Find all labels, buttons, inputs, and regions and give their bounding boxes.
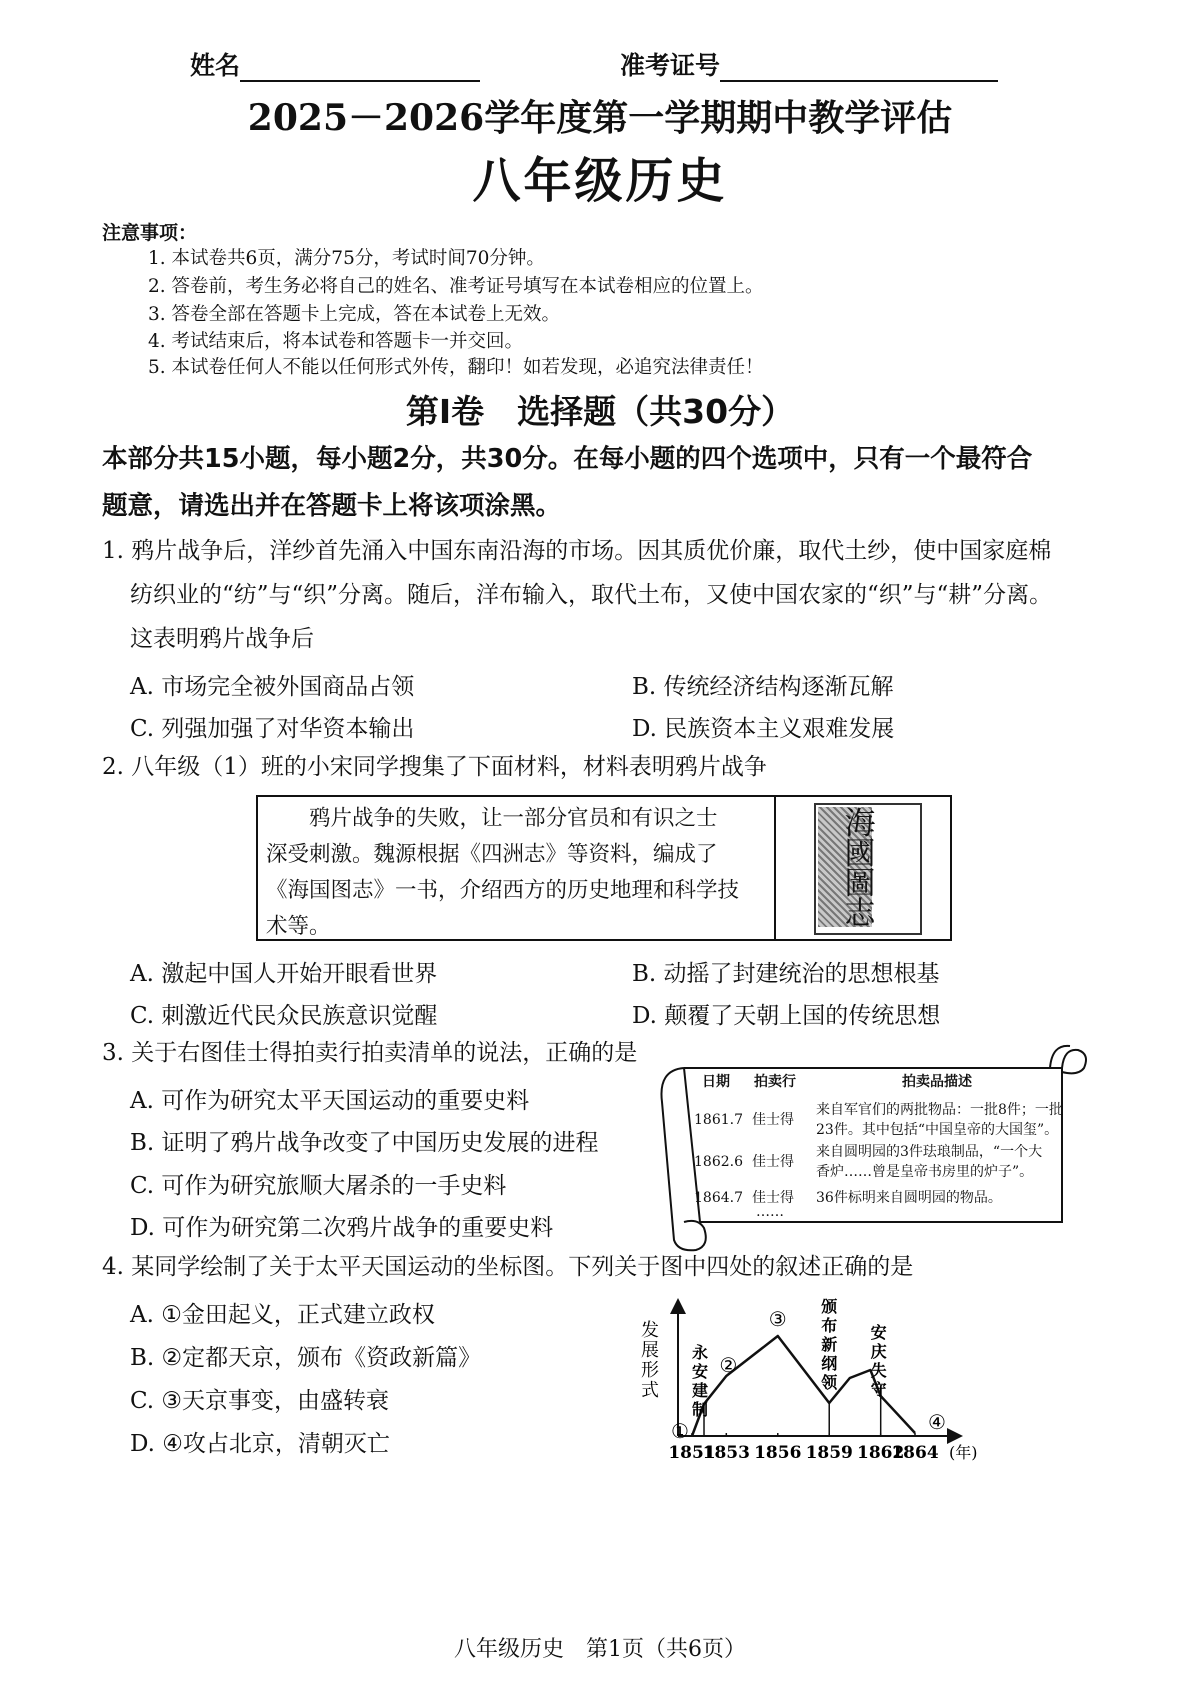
q4-stem: 4. 某同学绘制了关于太平天国运动的坐标图。下列关于图中四处的叙述正确的是 bbox=[102, 1254, 914, 1280]
chart-ylabel-char: 式 bbox=[641, 1380, 659, 1401]
haiguotuzhi-book-cover-image bbox=[814, 803, 922, 935]
q4-option-b[interactable]: B. ②定都天京，颁布《资政新篇》 bbox=[130, 1345, 482, 1371]
chart-note-char: 颁 bbox=[821, 1297, 838, 1316]
q3-option-c[interactable]: C. 可作为研究旅顺大屠杀的一手史料 bbox=[130, 1173, 507, 1199]
q2-option-b[interactable]: B. 动摇了封建统治的思想根基 bbox=[632, 961, 940, 987]
chart-xlabel: (年) bbox=[949, 1443, 978, 1462]
chart-x-tick-label: 1851 bbox=[668, 1443, 716, 1463]
page-footer: 八年级历史 第1页（共6页） bbox=[454, 1637, 746, 1662]
exam-subject: 八年级历史 bbox=[472, 153, 728, 209]
chart-note-char: 建 bbox=[691, 1381, 709, 1400]
q1-line1: 1. 鸦片战争后，洋纱首先涌入中国东南沿海的市场。因其质优价廉，取代土纱，使中国家庭棉 bbox=[102, 538, 1052, 564]
q3-stem: 3. 关于右图佳士得拍卖行拍卖清单的说法，正确的是 bbox=[102, 1040, 638, 1066]
q2-stem: 2. 八年级（1）班的小宋同学搜集了下面材料，材料表明鸦片战争 bbox=[102, 754, 767, 780]
section-intro-line2: 题意，请选出并在答题卡上将该项涂黑。 bbox=[102, 491, 562, 521]
notice-item-3: 3. 答卷全部在答题卡上完成，答在本试卷上无效。 bbox=[148, 304, 561, 325]
chart-note-char: 永 bbox=[691, 1343, 709, 1362]
q2-option-d[interactable]: D. 颠覆了天朝上国的传统思想 bbox=[632, 1003, 941, 1029]
chart-x-tick-label: 1853 bbox=[702, 1443, 750, 1463]
auction-header-desc: 拍卖品描述 bbox=[902, 1074, 972, 1090]
q3-option-b[interactable]: B. 证明了鸦片战争改变了中国历史发展的进程 bbox=[130, 1130, 599, 1156]
chart-point-marker: ② bbox=[719, 1353, 738, 1377]
book-char-2: 國 bbox=[844, 836, 876, 872]
exam-title: 2025－2026学年度第一学期期中教学评估 bbox=[247, 97, 953, 139]
q2-material-line2: 深受刺激。魏源根据《四洲志》等资料，编成了 bbox=[266, 842, 718, 867]
chart-note-char: 布 bbox=[821, 1316, 838, 1335]
q1-option-c[interactable]: C. 列强加强了对华资本输出 bbox=[130, 716, 415, 742]
chart-note-char: 领 bbox=[821, 1373, 838, 1392]
section-title: 第Ⅰ卷 选择题（共30分） bbox=[405, 392, 795, 431]
auction-row-1-date: 1861.7 bbox=[694, 1112, 743, 1128]
notice-item-1: 1. 本试卷共6页，满分75分，考试时间70分钟。 bbox=[148, 248, 545, 269]
exam-no-label: 准考证号 bbox=[620, 51, 721, 80]
chart-note-char: 失 bbox=[870, 1361, 887, 1380]
name-field bbox=[190, 46, 480, 82]
chart-note-char: 守 bbox=[870, 1380, 887, 1399]
q1-line2: 纺织业的“纺”与“织”分离。随后，洋布输入，取代土布，又使中国农家的“织”与“耕”分离。 bbox=[130, 582, 1053, 608]
notice-item-2: 2. 答卷前，考生务必将自己的姓名、准考证号填写在本试卷相应的位置上。 bbox=[148, 276, 764, 297]
chart-x-tick-label: 1862 bbox=[857, 1443, 905, 1463]
book-char-1: 海 bbox=[844, 806, 876, 842]
chart-note-char: 庆 bbox=[870, 1342, 887, 1361]
chart-x-tick-label: 1864 bbox=[891, 1443, 939, 1463]
q1-option-b[interactable]: B. 传统经济结构逐渐瓦解 bbox=[632, 674, 894, 700]
auction-row-2-house: 佳士得 bbox=[752, 1154, 794, 1170]
q1-option-d[interactable]: D. 民族资本主义艰难发展 bbox=[632, 716, 895, 742]
chart-note-char: 新 bbox=[821, 1335, 838, 1354]
book-char-4: 志 bbox=[844, 896, 876, 932]
chart-note-char: 安 bbox=[691, 1362, 709, 1381]
chart-x-tick-label: 1856 bbox=[754, 1443, 802, 1463]
auction-row-3-desc-1: 36件标明来自圆明园的物品。 bbox=[816, 1190, 1002, 1206]
q2-material-line1: 鸦片战争的失败，让一部分官员和有识之士 bbox=[266, 806, 718, 831]
q2-material-line4: 术等。 bbox=[266, 914, 331, 939]
chart-point-marker: ④ bbox=[928, 1410, 946, 1434]
q2-option-a[interactable]: A. 激起中国人开始开眼看世界 bbox=[130, 961, 438, 987]
section-intro-line1: 本部分共15小题，每小题2分，共30分。在每小题的四个选项中，只有一个最符合 bbox=[102, 444, 1033, 474]
chart-ylabel-char: 形 bbox=[641, 1360, 659, 1381]
exam-no-field bbox=[620, 46, 998, 82]
q2-material-box bbox=[256, 795, 952, 941]
name-label: 姓名 bbox=[190, 51, 241, 80]
q2-option-c[interactable]: C. 刺激近代民众民族意识觉醒 bbox=[130, 1003, 438, 1029]
q2-material-line3: 《海国图志》一书，介绍西方的历史地理和科学技 bbox=[266, 878, 740, 903]
auction-row-3-date: 1864.7 bbox=[694, 1190, 743, 1206]
q4-option-d[interactable]: D. ④攻占北京，清朝灭亡 bbox=[130, 1431, 390, 1457]
chart-x-tick-label: 1859 bbox=[805, 1443, 853, 1463]
auction-row-1-desc-2: 23件。其中包括“中国皇帝的大国玺”。 bbox=[816, 1122, 1059, 1138]
auction-row-1-house: 佳士得 bbox=[752, 1112, 794, 1128]
auction-header-house: 拍卖行 bbox=[754, 1074, 796, 1090]
notice-heading: 注意事项： bbox=[102, 222, 198, 244]
chart-note-char: 制 bbox=[691, 1400, 709, 1419]
notice-item-4: 4. 考试结束后，将本试卷和答题卡一并交回。 bbox=[148, 331, 524, 352]
auction-header-date: 日期 bbox=[702, 1074, 730, 1090]
chart-ylabel-char: 展 bbox=[641, 1340, 659, 1361]
chart-note-char: 纲 bbox=[821, 1354, 838, 1373]
exam-no-blank bbox=[720, 58, 998, 82]
auction-row-3-house: 佳士得 bbox=[752, 1190, 794, 1206]
chart-point-marker: ① bbox=[671, 1419, 689, 1443]
chart-point-marker: ③ bbox=[768, 1307, 787, 1331]
chart-ylabel-char: 发 bbox=[641, 1320, 659, 1341]
name-blank bbox=[240, 58, 480, 82]
auction-row-1-desc-1: 来自军官们的两批物品：一批8件；一批 bbox=[816, 1102, 1063, 1118]
q2-material-text bbox=[266, 801, 766, 945]
q3-option-a[interactable]: A. 可作为研究太平天国运动的重要史料 bbox=[130, 1088, 530, 1114]
book-cover-title bbox=[840, 806, 880, 932]
chart-note-char: 安 bbox=[870, 1323, 887, 1342]
taiping-coordinate-chart bbox=[640, 1296, 980, 1466]
q4-option-a[interactable]: A. ①金田起义，正式建立政权 bbox=[130, 1302, 435, 1328]
q1-option-a[interactable]: A. 市场完全被外国商品占领 bbox=[130, 674, 415, 700]
auction-ellipsis: …… bbox=[756, 1204, 784, 1220]
book-char-3: 圖 bbox=[844, 866, 876, 902]
q4-option-c[interactable]: C. ③天京事变，由盛转衰 bbox=[130, 1388, 390, 1414]
q1-line3: 这表明鸦片战争后 bbox=[130, 626, 314, 652]
q2-divider bbox=[774, 797, 776, 939]
auction-row-2-desc-1: 来自圆明园的3件珐琅制品，“一个大 bbox=[816, 1144, 1043, 1160]
notice-item-5: 5. 本试卷任何人不能以任何形式外传，翻印！如若发现，必追究法律责任！ bbox=[148, 357, 764, 378]
auction-row-2-desc-2: 香炉……曾是皇帝书房里的炉子”。 bbox=[816, 1164, 1034, 1180]
auction-row-2-date: 1862.6 bbox=[694, 1154, 743, 1170]
q3-option-d[interactable]: D. 可作为研究第二次鸦片战争的重要史料 bbox=[130, 1215, 554, 1241]
